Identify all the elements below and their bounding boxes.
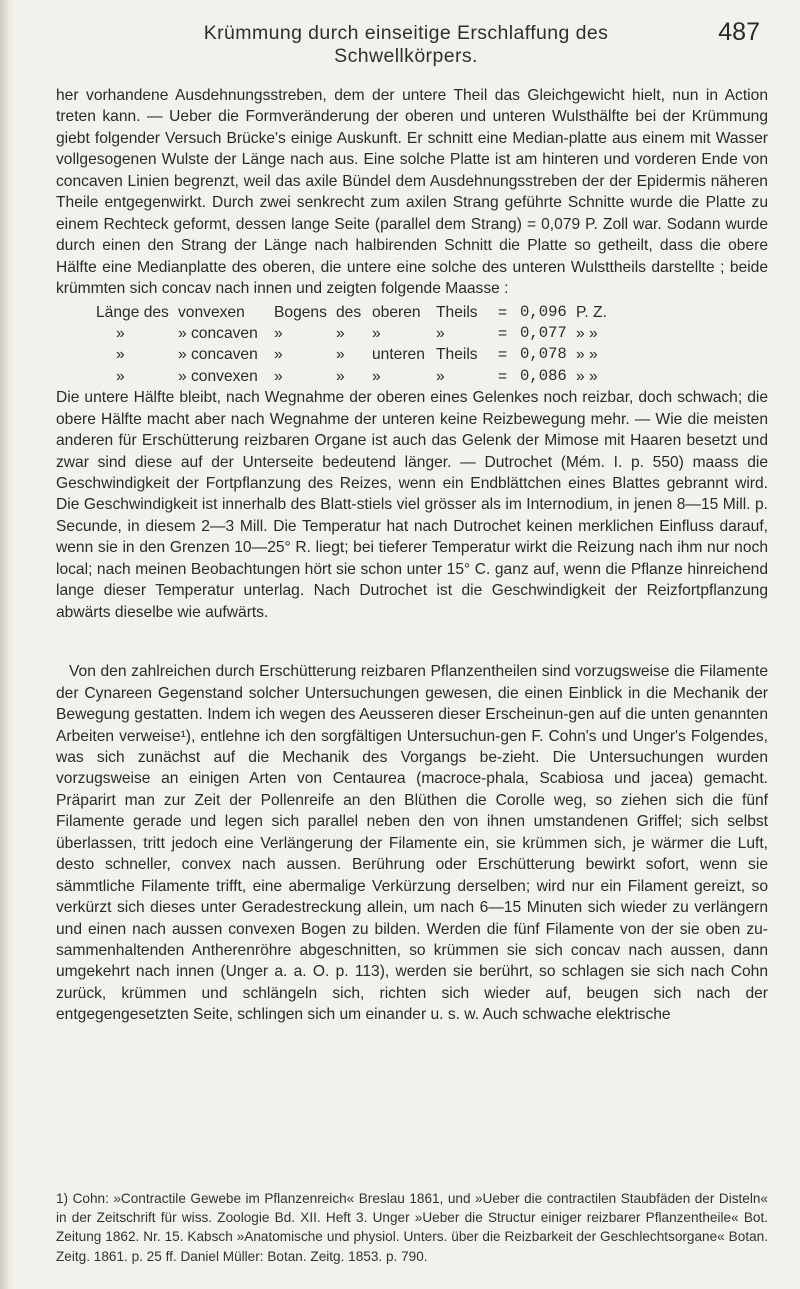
measure-cell: vonvexen [178, 303, 245, 321]
measure-unit: » » [576, 324, 598, 342]
measure-unit: » » [576, 346, 598, 364]
measure-cell: » [372, 324, 381, 342]
measure-cell: » [336, 367, 345, 385]
running-title: Krümmung durch einseitige Erschlaffung des Schwellkörpers. [203, 22, 609, 67]
paragraph-3: Von den zahlreichen durch Erschütterung reizbaren Pflanzentheilen sind vorzugsweise die Filamente der Cynareen Gegenstand solcher Untersuchungen gewesen, die einen Einblick in die Mechanik der Bewegung gestatten. Indem ich wegen des Aeusseren dieser Erscheinun-gen auf die unten genannten Arbeiten verweise¹), entlehne ich den sorgfältigen Untersuchun-gen F. Cohn's und Unger's Folgendes, was sich zunächst auf die Mechanik des Vorgangs be-zieht. Die Untersuchungen wurden vorzugsweise an einigen Arten von Centaurea (macroce-phala, Scabiosa und jacea) gemacht. Präparirt man zur Zeit der Pollenreife an den Blüthen die Corolle weg, so ziehen sich die fünf Filamente gerade und legen sich parallel neben den von ihnen umstandenen Griffel; sich selbst überlassen, tritt jedoch eine Verlängerung der Filamente ein, sie krümmen sich, je wärmer die Luft, desto schneller, convex nach aussen. Berührung oder Erschütterung bewirkt sofort, wenn sie sämmtliche Filamente trifft, eine abermalige Verkürzung derselben; wird nur ein Filament gereizt, so verkürzt sich dieses unter Geradestreckung allein, um nach 6—15 Minuten sich wieder zu verlängern und einen nach aussen convexen Bogen zu bilden. Werden die fünf Filamente von der sie oben zu-sammenhaltenden Antherenröhre abgeschnitten, so krümmen sie sich concav nach aussen, dann umgekehrt nach innen (Unger a. a. O. p. 113), werden sie berührt, so schlagen sie sich nach Cohn zurück, krümmen und schlängeln sich, richten sich wieder auf, beugen sich nach der entgegengesetzten Seite, schlingen sich um einander u. s. w. Auch schwache elektrische [56, 663, 768, 1024]
measure-cell: » [436, 324, 445, 342]
measure-cell: » convexen [178, 367, 258, 385]
measure-cell: Bogens [274, 303, 327, 321]
measure-cell: » concaven [178, 324, 258, 342]
measure-unit: » » [576, 367, 598, 385]
measurement-row: » » convexen » » » » = 0,086 » » [96, 366, 607, 387]
measure-unit: P. Z. [576, 303, 607, 321]
measure-value: 0,096 [520, 302, 567, 321]
measure-cell: des [336, 303, 362, 321]
measure-cell: » [116, 346, 125, 364]
page-number: 487 [718, 18, 760, 46]
paragraph-2: Die untere Hälfte bleibt, nach Wegnahme der oberen eines Gelenkes noch reizbar, doch schwach; die obere Hälfte macht aber nach Wegnahme der unteren keine Reizbewegung mehr. — Wie die meisten anderen für Erschütterung reizbaren Organe ist auch das Gelenk der Mimose mit Haaren besetzt und zwar sind diese auf der Unterseite bedeutend länger. — Dutrochet (Mém. I. p. 550) maass die Geschwindigkeit der Fortpflanzung des Reizes, wenn ein Endblättchen eines Blattes gebrannt wird. Die Geschwindigkeit ist innerhalb des Blatt-stiels viel grösser als im Internodium, in jenen 8—15 Mill. p. Secunde, in diesem 2—3 Mill. Die Temperatur hat nach Dutrochet keinen merklichen Einfluss darauf, wenn sie in den Grenzen 10—25° R. liegt; bei tieferer Temperatur wirkt die Reizung nach ihm nur noch local; nach meinen Beobachtungen hört sie schon unter 15° C. ganz auf, wenn die Pflanze hinreichend lange dieser Temperatur unterlag. Nach Dutrochet ist die Geschwindigkeit der Reizfortpflanzung abwärts dieselbe wie aufwärts. [56, 389, 768, 621]
measure-value: 0,078 [520, 345, 567, 364]
measure-value: 0,077 [520, 323, 567, 342]
measure-cell: » [336, 324, 345, 342]
measure-cell: Theils [436, 346, 478, 364]
measure-cell: » [372, 367, 381, 385]
measure-cell: » [336, 346, 345, 364]
paragraph-1: her vorhandene Ausdehnungsstreben, dem der untere Theil das Gleichgewicht hielt, nun in Action treten kann. — Ueber die Formveränderung der oberen und unteren Wulsthälfte bei der Krümmung giebt folgender Versuch Brücke's einige Auskunft. Er schnitt eine Median-platte aus einem mit Wasser vollgesogenen Wulste der Länge nach aus. Eine solche Platte ist am hinteren und vorderen Ende von concaven Linien begrenzt, weil das axile Bündel dem Ausdehnungsstreben der der Epidermis näheren Theile entgegenwirkt. Durch zwei senkrecht zum axilen Strang geführte Schnitte wurde die Platte zu einem Rechteck geformt, dessen lange Seite (parallel dem Strang) = 0,079 P. Zoll war. Sodann wurde durch einen den Strang der Länge nach halbirenden Schnitt die Platte so getheilt, dass die obere Hälfte eine Medianplatte des oberen, die untere eine solche des unteren Wulsttheils darstellte ; beide krümmten sich concav nach innen und zeigten folgende Maasse : [56, 87, 768, 298]
measure-cell: oberen [372, 303, 421, 321]
measure-cell: » [116, 367, 125, 385]
measurement-row: » » concaven » » » » = 0,077 » » [96, 323, 607, 344]
measure-cell: unteren [372, 346, 425, 364]
measurement-row: Länge des vonvexen Bogens des oberen Theils = 0,096 P. Z. [96, 302, 607, 323]
measure-cell: Theils [436, 303, 478, 321]
measure-cell: » [274, 324, 283, 342]
measure-cell: » [116, 324, 125, 342]
measure-cell: » [436, 367, 445, 385]
running-header [56, 18, 760, 67]
measurement-row: » » concaven » » unteren Theils = 0,078 » » [96, 344, 607, 365]
measure-value: 0,086 [520, 366, 567, 385]
measure-cell: » [274, 367, 283, 385]
main-text [56, 85, 768, 1026]
measurement-table [96, 302, 607, 388]
measure-cell: » [274, 346, 283, 364]
measure-cell: » concaven [178, 346, 258, 364]
measure-cell: Länge des [96, 303, 169, 321]
footnote: 1) Cohn: »Contractile Gewebe im Pflanzenreich« Breslau 1861, und »Ueber die contractilen Staubfäden der Disteln« in der Zeitschrift für wiss. Zoologie Bd. XII. Heft 3. Unger »Ueber die Structur einiger reizbarer Pflanzentheile« Bot. Zeitung 1862. Nr. 15. Kabsch »Anatomische und physiol. Unters. über die Reizbarkeit der Geschlechtsorgane« Botan. Zeitg. 1861. p. 25 ff. Daniel Müller: Botan. Zeitg. 1853. p. 790. [56, 1191, 768, 1264]
